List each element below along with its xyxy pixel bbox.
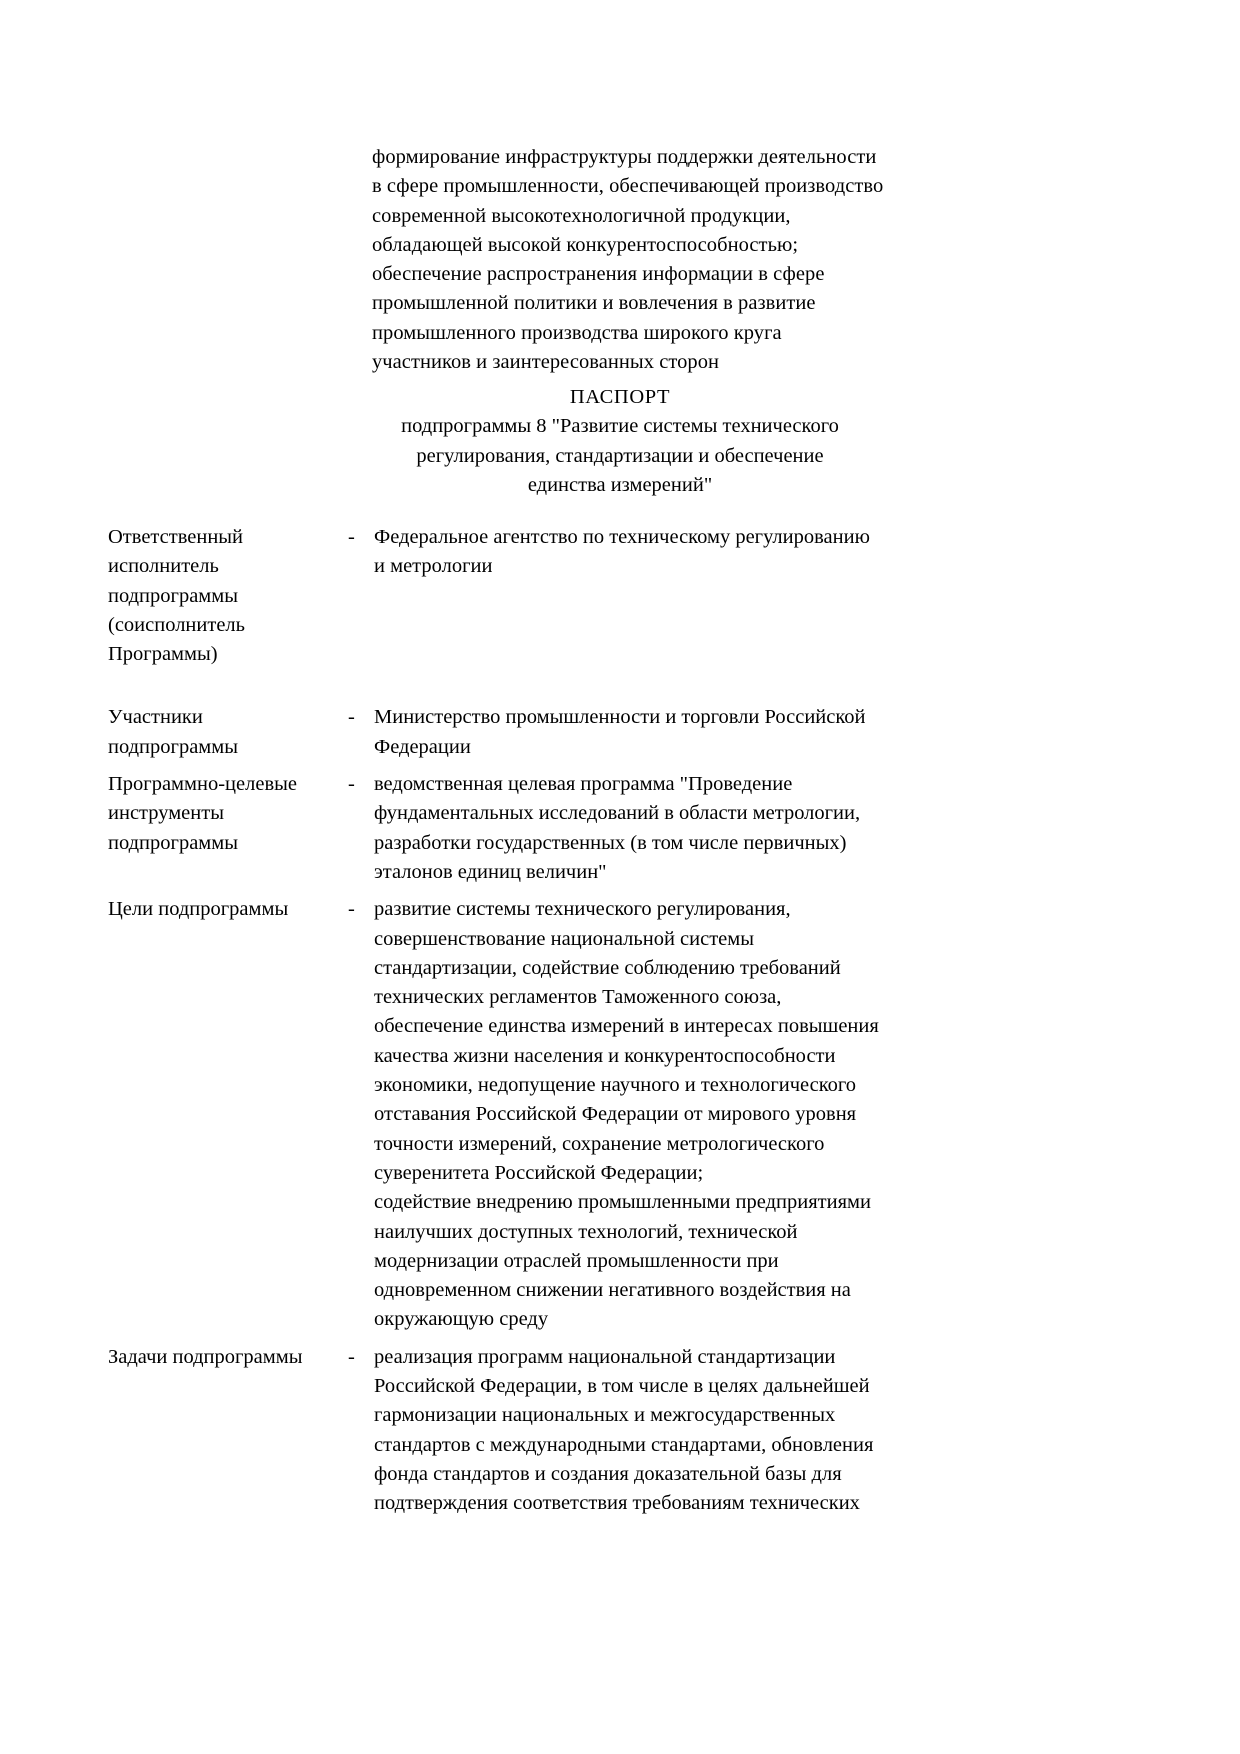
row-label-line: Задачи подпрограммы — [108, 1345, 303, 1368]
row-value-line: суверенитета Российской Федерации; — [374, 1161, 704, 1184]
row-dash-separator: - — [348, 1345, 355, 1368]
row-value-line: экономики, недопущение научного и технологического — [374, 1074, 857, 1097]
row-label — [108, 895, 348, 924]
row-value-line: Министерство промышленности и торговли Российской — [374, 706, 866, 729]
row-value-line: одновременном снижении негативного воздействия на — [374, 1279, 851, 1302]
passport-table — [0, 523, 1240, 1519]
row-spacer — [0, 887, 1240, 895]
row-value-line: Федерации — [374, 735, 471, 758]
intro-paragraph — [372, 143, 952, 377]
row-label-line: (соисполнитель — [108, 613, 246, 636]
table-row — [0, 895, 1240, 1334]
row-dash-separator: - — [348, 898, 355, 921]
row-value-line: развитие системы технического регулирования, — [374, 898, 791, 921]
table-row — [0, 703, 1240, 762]
row-value-line: фонда стандартов и создания доказательной базы для — [374, 1462, 842, 1485]
row-value-line: разработки государственных (в том числе первичных) — [374, 831, 847, 854]
row-value-line: модернизации отраслей промышленности при — [374, 1249, 779, 1272]
row-value — [374, 770, 940, 887]
intro-paragraph-line: участников и заинтересованных сторон — [372, 351, 720, 374]
row-spacer — [0, 669, 1240, 703]
intro-paragraph-line: в сфере промышленности, обеспечивающей производство — [372, 175, 884, 198]
page-subtitle-line: подпрограммы 8 "Развитие системы технического — [401, 415, 839, 438]
row-value — [374, 523, 940, 582]
row-value-line: качества жизни населения и конкурентоспособности — [374, 1044, 836, 1067]
row-label — [108, 523, 348, 669]
row-label-line: подпрограммы — [108, 735, 239, 758]
row-label-line: Программы) — [108, 643, 218, 666]
row-value-line: стандартизации, содействие соблюдению требований — [374, 956, 841, 979]
row-value-line: совершенствование национальной системы — [374, 927, 755, 950]
intro-paragraph-line: промышленной политики и вовлечения в развитие — [372, 292, 816, 315]
intro-paragraph-line: обеспечение распространения информации в сфере — [372, 263, 825, 286]
table-row — [0, 1343, 1240, 1519]
intro-paragraph-line: промышленного производства широкого круга — [372, 321, 782, 344]
row-label — [108, 703, 348, 762]
intro-paragraph-line: формирование инфраструктуры поддержки деятельности — [372, 146, 877, 168]
row-label-line: инструменты — [108, 802, 224, 825]
row-value-line: отставания Российской Федерации от мирового уровня — [374, 1103, 857, 1126]
row-value-line: подтверждения соответствия требованиям технических — [374, 1492, 860, 1515]
row-value-line: обеспечение единства измерений в интересах повышения — [374, 1015, 879, 1038]
intro-paragraph-line: современной высокотехнологичной продукции, — [372, 204, 791, 227]
row-label-line: Программно-целевые — [108, 773, 298, 796]
row-value-line: окружающую среду — [374, 1308, 549, 1331]
row-value-line: Федеральное агентство по техническому регулированию — [374, 526, 870, 548]
row-value — [374, 1343, 940, 1519]
page-title: ПАСПОРТ — [569, 386, 671, 408]
row-dash-separator: - — [348, 526, 355, 548]
table-row — [0, 523, 1240, 669]
row-spacer — [0, 1335, 1240, 1343]
row-label-line: Ответственный — [108, 526, 244, 548]
row-label — [108, 770, 348, 858]
intro-paragraph-line: обладающей высокой конкурентоспособностью; — [372, 233, 799, 256]
table-row — [0, 770, 1240, 887]
row-value — [374, 703, 940, 762]
row-label — [108, 1343, 348, 1372]
row-spacer — [0, 762, 1240, 770]
row-value — [374, 895, 940, 1334]
row-value-line: точности измерений, сохранение метрологического — [374, 1132, 825, 1155]
row-label-line: Участники — [108, 706, 203, 729]
row-value-line: стандартов с международными стандартами, обновления — [374, 1433, 874, 1456]
row-value-line: и метрологии — [374, 555, 493, 578]
row-dash-separator: - — [348, 773, 355, 796]
row-value-line: ведомственная целевая программа "Проведение — [374, 773, 793, 796]
row-value-line: Российской Федерации, в том числе в целях дальнейшей — [374, 1375, 870, 1398]
row-label-line: подпрограммы — [108, 584, 239, 607]
row-value-line: реализация программ национальной стандартизации — [374, 1345, 836, 1368]
row-label-line: подпрограммы — [108, 831, 239, 854]
row-label-line: Цели подпрограммы — [108, 898, 289, 921]
row-value-line: фундаментальных исследований в области метрологии, — [374, 802, 861, 825]
row-value-line: технических регламентов Таможенного союза, — [374, 986, 782, 1009]
row-dash-separator: - — [348, 706, 355, 729]
passport-heading — [230, 383, 1010, 500]
page-subtitle-line: регулирования, стандартизации и обеспечение — [416, 444, 824, 467]
row-value-line: эталонов единиц величин" — [374, 860, 607, 883]
page-subtitle-line: единства измерений" — [527, 473, 713, 496]
row-label-line: исполнитель — [108, 555, 219, 578]
row-value-line: наилучших доступных технологий, технической — [374, 1220, 798, 1243]
row-value-line: содействие внедрению промышленными предприятиями — [374, 1191, 871, 1214]
row-value-line: гармонизации национальных и межгосударственных — [374, 1404, 836, 1427]
